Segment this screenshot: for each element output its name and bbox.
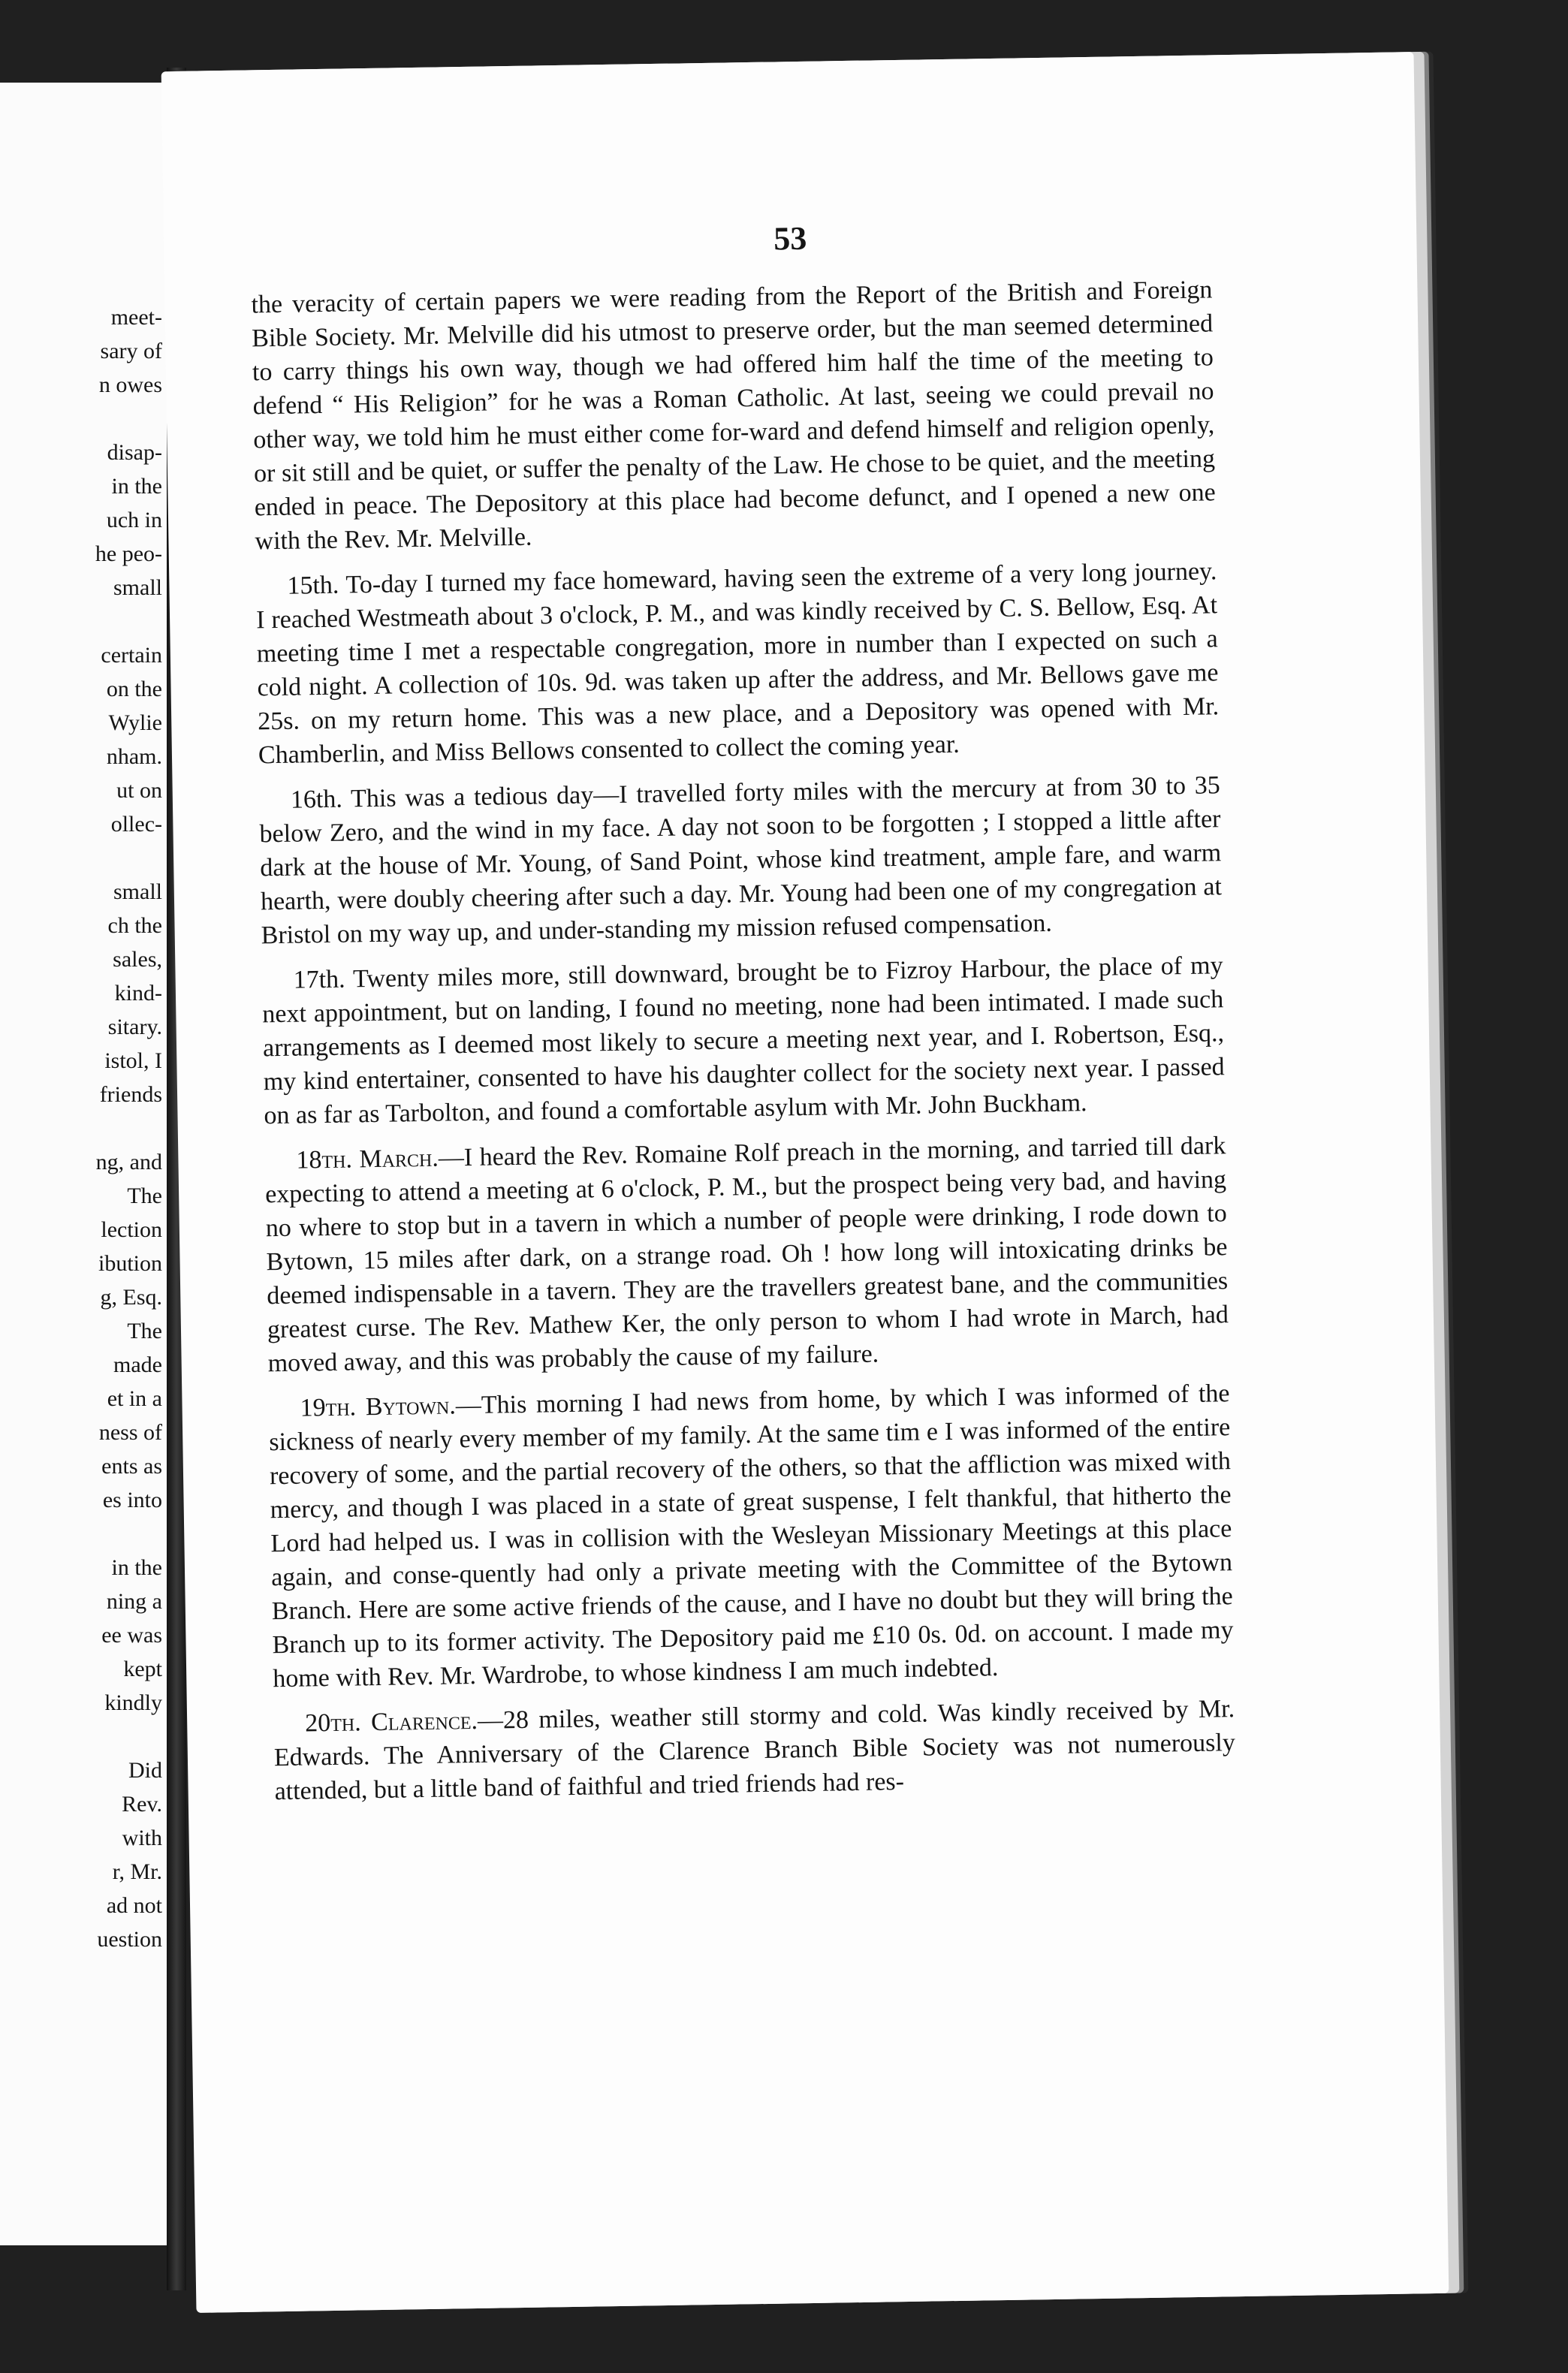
entry-date: 20th. Clarence. <box>304 1706 478 1738</box>
left-line: sitary. <box>107 1015 162 1039</box>
left-line: et in a <box>107 1386 162 1411</box>
left-line: disap- <box>107 440 162 465</box>
left-page <box>0 83 171 2245</box>
left-line <box>95 1517 162 1551</box>
paragraph <box>268 1376 1234 1696</box>
left-line: kept <box>123 1657 162 1681</box>
left-line: Did <box>128 1758 162 1783</box>
left-line: with <box>122 1826 162 1850</box>
paragraph <box>273 1692 1236 1808</box>
left-line: sales, <box>113 947 162 972</box>
left-line: certain <box>101 643 162 668</box>
left-line <box>95 1111 162 1145</box>
left-line: istol, I <box>104 1048 162 1073</box>
left-line: ad not <box>106 1893 162 1918</box>
left-line: kindly <box>104 1690 162 1715</box>
paragraph <box>264 1129 1229 1380</box>
paragraph-text: 17th. Twenty miles more, still downward, brought be to Fizroy Harbour, the place of my next appointment, but on landing, I found no meeting, none had been intimated. I made such arrangements as I deemed most likely to secure a meeting next year, and I. Robertson, Esq., my kind entertainer, consented to have his daughter collect for the society next year. I passed on as far as Tarbolton, and found a comfortable asylum with Mr. John Buckham. <box>262 951 1225 1130</box>
left-line: g, Esq. <box>100 1285 162 1310</box>
left-line <box>95 402 162 436</box>
left-line: n owes <box>98 372 162 397</box>
paragraph-text: 15th. To-day I turned my face homeward, having seen the extreme of a very long journey. I reached Westmeath about 3 o'clock, P. M., and was kindly received by C. S. Bellow, Esq. At meeting time I met a respectable congregation, more in number than I expected on such a cold night. A collection of 10s. 9d. was taken up after the address, and Mr. Bellows gave me 25s. on my return home. This was a new place, and a Depository was opened with Mr. Chamberlin, and Miss Bellows consented to collect the coming year. <box>255 557 1220 770</box>
paragraph-text: —I heard the Rev. Romaine Rolf preach in the morning, and tarried till dark expecting to attend a meeting at 6 o'clock, P. M., but the prospect being very bad, and having no where to stop but in a tavern in which a number of people were drinking, I rode down to Bytown, 15 miles after dark, on a strange road. Oh ! how long will intoxicating drinks be deemed indispensable in a tavern. They are the travellers greatest bane, and the communities greatest curse. The Rev. Mathew Ker, the only person to whom I had wrote in March, had moved away, and this was probably the cause of my failure. <box>264 1132 1229 1378</box>
left-line: made <box>113 1352 162 1377</box>
left-line: ch the <box>107 913 162 938</box>
left-line: ents as <box>101 1454 162 1479</box>
entry-date: 19th. Bytown. <box>300 1392 457 1422</box>
left-line: on the <box>106 677 162 701</box>
left-line: lection <box>101 1217 162 1242</box>
paragraph-text: —28 miles, weather still stormy and cold. Was kindly received by Mr. Edwards. The Anniversary of the Clarence Branch Bible Society was not numerously attended, but a little band of faithful and tried friends had res- <box>273 1695 1236 1806</box>
left-line: he peo- <box>95 541 162 566</box>
left-page-text-fragments <box>95 300 162 1956</box>
paragraph-text: —This morning I had news from home, by which I was informed of the sickness of nearly every member of my family. At the same tim e I was informed of the entire recovery of some, and the partial recovery of the others, so that the affliction was mixed with mercy, and though I was placed in a state of great suspense, I felt thankful, that hitherto the Lord had helped us. I was in collision with the Wesleyan Missionary Meetings at this place again, and conse-quently had only a private meeting with the Committee of the Bytown Branch. Here are some active friends of the cause, and I have no doubt but they will bring the Branch up to its former activity. The Depository paid me £10 0s. 0d. on account. I made my home with Rev. Mr. Wardrobe, to whose kindness I am much indebted. <box>269 1379 1234 1693</box>
paragraph <box>261 948 1225 1132</box>
page-body <box>251 273 1236 1820</box>
paragraph-text: 16th. This was a tedious day—I travelled forty miles with the mercury at from 30 to 35 below Zero, and the wind in my face. A day not soon to be forgotten ; I stopped a little after dark at the house of Mr. Young, of Sand Point, whose kind treatment, ample fare, and warm hearth, were doubly cheering after such a day. Mr. Young had been one of my congregation at Bristol on my way up, and under-standing my mission refused compensation. <box>259 771 1223 950</box>
left-line: nham. <box>106 744 162 769</box>
left-line: ning a <box>106 1589 162 1614</box>
left-line: r, Mr. <box>112 1859 162 1884</box>
paragraph <box>251 273 1216 558</box>
left-line: friends <box>99 1082 162 1107</box>
left-line: ee was <box>101 1623 162 1648</box>
entry-date: 18th. March. <box>296 1144 439 1174</box>
left-line: uestion <box>97 1927 162 1952</box>
left-line <box>95 1720 162 1753</box>
paragraph-text: the veracity of certain papers we were reading from the Report of the British and Foreign Bible Society. Mr. Melville did his utmost to preserve order, but the man seemed determined to carry things his own way, though we had offered him half the time of the meeting to defend “ His Religion” for he was a Roman Catholic. At last, seeing we could prevail no other way, we told him he must either come for-ward and defend himself and religion openly, or sit still and be quiet, or suffer the penalty of the Law. He chose to be quiet, and the meeting ended in peace. The Depository at this place had become defunct, and I opened a new one with the Rev. Mr. Melville. <box>251 276 1216 556</box>
left-line: sary of <box>100 339 162 363</box>
left-line: The <box>127 1183 162 1208</box>
left-line: small <box>113 879 162 904</box>
left-line <box>95 841 162 875</box>
left-line: ng, and <box>95 1150 162 1174</box>
left-line: ollec- <box>110 812 162 837</box>
left-line: The <box>127 1319 162 1343</box>
left-line: es into <box>102 1488 162 1512</box>
right-page <box>161 52 1449 2313</box>
left-line: kind- <box>114 981 162 1006</box>
left-line: in the <box>111 1555 162 1580</box>
paragraph <box>259 768 1223 952</box>
left-line: small <box>113 575 162 600</box>
paragraph <box>255 554 1220 772</box>
left-line: Wylie <box>108 710 162 735</box>
left-line <box>95 605 162 638</box>
left-line: meet- <box>110 305 162 330</box>
page-number: 53 <box>773 219 807 258</box>
left-line: uch in <box>106 508 162 532</box>
left-line: ut on <box>116 778 162 803</box>
left-line: Rev. <box>122 1792 162 1817</box>
left-line: ness of <box>98 1420 162 1445</box>
left-line: in the <box>111 474 162 499</box>
left-line: ibution <box>98 1251 162 1276</box>
